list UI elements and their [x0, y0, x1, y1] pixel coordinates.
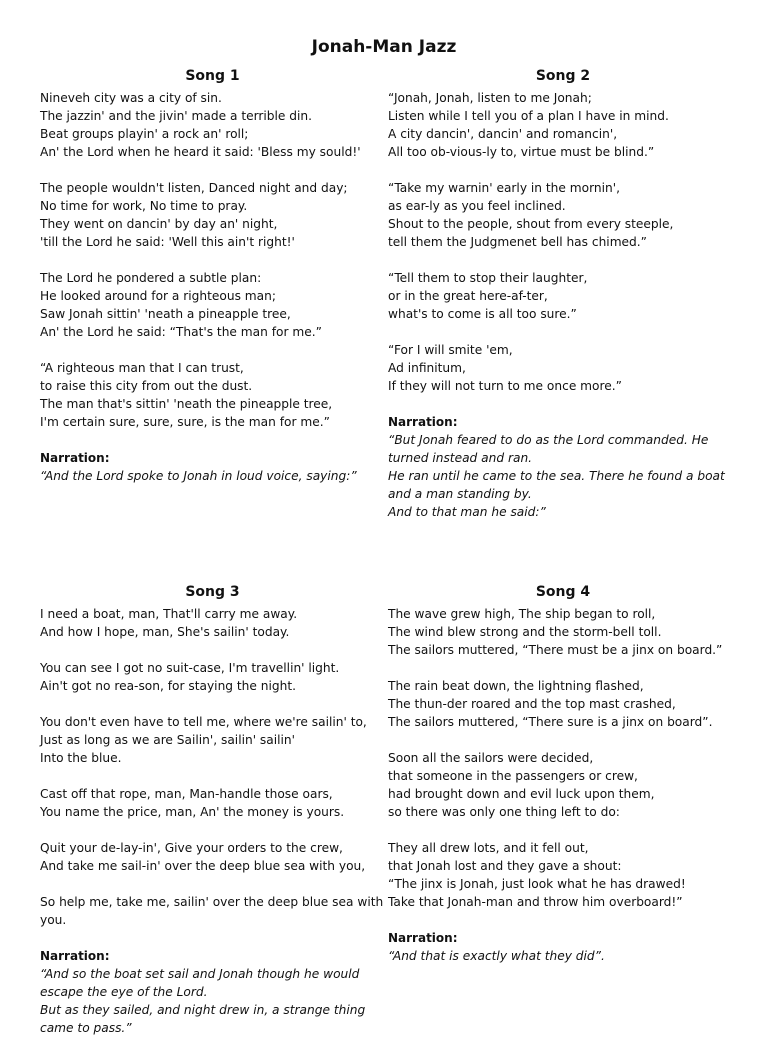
lyric-line: Just as long as we are Sailin', sailin' sailin' [40, 733, 295, 747]
lyric-line: I'm certain sure, sure, sure, is the man for me.” [40, 415, 330, 429]
song-heading: Song 2 [535, 68, 591, 84]
stanza [388, 749, 738, 821]
stanza [40, 713, 385, 767]
narration-line: And to that man he said:” [388, 505, 546, 519]
narration-label: Narration: [388, 415, 458, 429]
lyric-line: what's to come is all too sure.” [388, 307, 577, 321]
narration-line: and a man standing by. [388, 487, 532, 501]
lyric-line: “The jinx is Jonah, just look what he has drawed! [388, 877, 686, 891]
lyric-line: And take me sail-in' over the deep blue sea with you, [40, 859, 366, 873]
lyric-line: “Tell them to stop their laughter, [388, 271, 588, 285]
stanza [40, 89, 385, 161]
lyric-line: You name the price, man, An' the money is yours. [40, 805, 345, 819]
narration-line: “And that is exactly what they did”. [388, 949, 605, 963]
lyric-line: Cast off that rope, man, Man-handle those oars, [40, 787, 333, 801]
lyric-line: A city dancin', dancin' and romancin', [388, 127, 618, 141]
song-heading: Song 4 [535, 584, 591, 600]
lyric-line: The people wouldn't listen, Danced night and day; [40, 181, 348, 195]
lyric-line: “For I will smite 'em, [388, 343, 513, 357]
narration-line: He ran until he came to the sea. There he found a boat [388, 469, 725, 483]
stanza [388, 89, 738, 161]
stanza [388, 839, 738, 911]
lyric-line: you. [40, 913, 67, 927]
lyric-line: The wave grew high, The ship began to roll, [388, 607, 656, 621]
narration-line: “But Jonah feared to do as the Lord commanded. He [388, 433, 709, 447]
lyric-line: The man that's sittin' 'neath the pineapple tree, [40, 397, 333, 411]
lyric-line: You can see I got no suit-case, I'm travellin' light. [40, 661, 340, 675]
lyric-line: 'till the Lord he said: 'Well this ain't right!' [40, 235, 295, 249]
stanza [40, 659, 385, 695]
lyric-line: They all drew lots, and it fell out, [388, 841, 589, 855]
narration-label: Narration: [40, 949, 110, 963]
lyric-line: An' the Lord he said: “That's the man for me.” [40, 325, 322, 339]
lyric-line: Nineveh city was a city of sin. [40, 91, 222, 105]
lyric-line: to raise this city from out the dust. [40, 379, 253, 393]
stanza [40, 359, 385, 431]
narration-text [388, 947, 738, 965]
lyrics [40, 605, 385, 929]
stanza [388, 269, 738, 323]
lyric-line: All too ob-vious-ly to, virtue must be blind.” [388, 145, 655, 159]
lyric-line: “Take my warnin' early in the mornin', [388, 181, 620, 195]
narration-text [40, 965, 385, 1037]
lyric-line: An' the Lord when he heard it said: 'Bless my sould!' [40, 145, 361, 159]
song-heading: Song 1 [185, 68, 240, 84]
stanza [40, 785, 385, 821]
lyric-line: So help me, take me, sailin' over the deep blue sea with [40, 895, 384, 909]
lyric-line: tell them the Judgmenet bell has chimed.” [388, 235, 647, 249]
lyric-line: as ear-ly as you feel inclined. [388, 199, 566, 213]
stanza [40, 893, 385, 929]
lyric-line: Listen while I tell you of a plan I have in mind. [388, 109, 669, 123]
song-heading: Song 3 [185, 584, 240, 600]
lyric-line: Soon all the sailors were decided, [388, 751, 594, 765]
lyric-line: Ain't got no rea-son, for staying the night. [40, 679, 296, 693]
lyric-line: Into the blue. [40, 751, 122, 765]
lyric-line: had brought down and evil luck upon them, [388, 787, 655, 801]
lyric-line: No time for work, No time to pray. [40, 199, 248, 213]
lyric-line: They went on dancin' by day an' night, [40, 217, 278, 231]
narration-line: turned instead and ran. [388, 451, 533, 465]
lyric-line: Ad infinitum, [388, 361, 466, 375]
lyric-line: so there was only one thing left to do: [388, 805, 620, 819]
stanza [40, 179, 385, 251]
stanza [388, 605, 738, 659]
lyric-line: The Lord he pondered a subtle plan: [40, 271, 262, 285]
lyric-line: The jazzin' and the jivin' made a terrible din. [40, 109, 312, 123]
lyric-line: Shout to the people, shout from every steeple, [388, 217, 674, 231]
lyric-line: The thun-der roared and the top mast crashed, [388, 697, 676, 711]
stanza [388, 341, 738, 395]
lyric-line: And how I hope, man, She's sailin' today. [40, 625, 290, 639]
lyric-line: that Jonah lost and they gave a shout: [388, 859, 622, 873]
narration-line: escape the eye of the Lord. [40, 985, 208, 999]
lyric-line: or in the great here-af-ter, [388, 289, 548, 303]
song-2-section [388, 68, 738, 521]
narration-line: But as they sailed, and night drew in, a strange thing [40, 1003, 366, 1017]
lyric-line: I need a boat, man, That'll carry me away. [40, 607, 298, 621]
lyric-line: that someone in the passengers or crew, [388, 769, 638, 783]
stanza [40, 605, 385, 641]
stanza [388, 179, 738, 251]
stanza [40, 269, 385, 341]
lyric-line: “Jonah, Jonah, listen to me Jonah; [388, 91, 592, 105]
lyric-line: You don't even have to tell me, where we're sailin' to, [40, 715, 367, 729]
song-4-section [388, 584, 738, 965]
lyrics [388, 89, 738, 395]
narration-label: Narration: [388, 931, 458, 945]
lyric-line: “A righteous man that I can trust, [40, 361, 244, 375]
lyric-line: If they will not turn to me once more.” [388, 379, 622, 393]
lyric-line: Saw Jonah sittin' 'neath a pineapple tree, [40, 307, 291, 321]
page-title: Jonah-Man Jazz [311, 37, 457, 57]
lyric-line: The wind blew strong and the storm-bell toll. [388, 625, 662, 639]
lyric-line: The rain beat down, the lightning flashed, [388, 679, 644, 693]
lyric-line: Take that Jonah-man and throw him overboard!” [388, 895, 683, 909]
lyrics [40, 89, 385, 431]
lyric-line: He looked around for a righteous man; [40, 289, 276, 303]
narration-text [40, 467, 385, 485]
stanza [40, 839, 385, 875]
song-3-section [40, 584, 385, 1037]
narration-label: Narration: [40, 451, 110, 465]
lyric-line: Quit your de-lay-in', Give your orders to the crew, [40, 841, 343, 855]
narration-line: “And the Lord spoke to Jonah in loud voice, saying:” [40, 469, 357, 483]
narration-line: “And so the boat set sail and Jonah though he would [40, 967, 360, 981]
lyric-line: The sailors muttered, “There must be a jinx on board.” [388, 643, 723, 657]
narration-text [388, 431, 738, 521]
narration-line: came to pass.” [40, 1021, 132, 1035]
lyric-line: Beat groups playin' a rock an' roll; [40, 127, 249, 141]
song-1-section [40, 68, 385, 485]
lyric-line: The sailors muttered, “There sure is a jinx on board”. [388, 715, 713, 729]
lyrics [388, 605, 738, 911]
stanza [388, 677, 738, 731]
